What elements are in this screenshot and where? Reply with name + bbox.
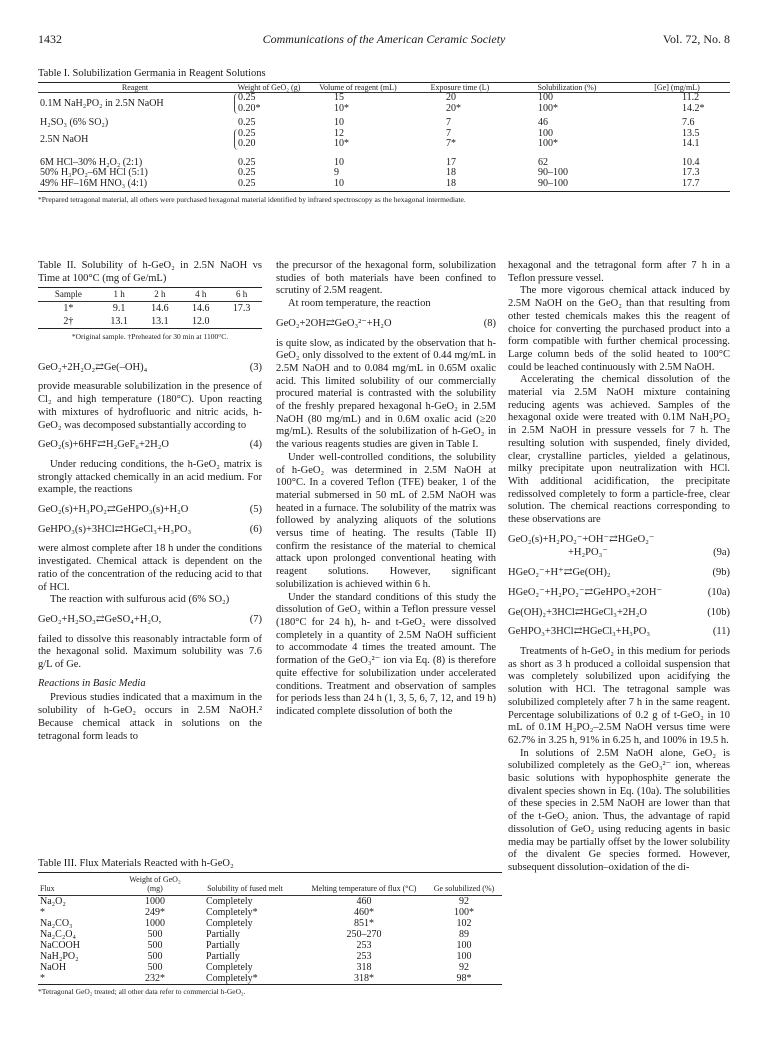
table-cell: 20: [446, 92, 456, 103]
table-cell: 89: [459, 929, 469, 940]
table1-caption: Table I. Solubilization Germania in Reagent Solutions: [38, 68, 266, 79]
table-cell: 90–100: [538, 167, 568, 178]
table-row: [38, 907, 502, 918]
table3-header: Flux: [38, 873, 122, 896]
table-cell: 100: [538, 127, 553, 139]
table-cell: 0.25: [238, 117, 256, 128]
table-cell: 7.6: [682, 117, 695, 128]
table1-header: Solubilization (%): [510, 83, 624, 93]
volume-info: Vol. 72, No. 8: [662, 32, 730, 46]
table-cell: 1000: [145, 918, 165, 929]
equation-text: GeO₂(s)+6HF⇄H₂GeF₆+2H₂O: [38, 439, 169, 451]
table-row: [38, 962, 502, 973]
table3-header: Ge solubilized (%): [426, 873, 502, 896]
table-row: [38, 918, 502, 929]
table-row: [38, 168, 730, 179]
equation-number: (9b): [712, 567, 730, 579]
equation-number: (9a): [713, 547, 730, 559]
equation-11: [508, 626, 730, 639]
table3-header: Weight of GeO₂ (mg): [122, 873, 188, 896]
table-cell: 10: [334, 156, 344, 168]
table-cell: Completely: [206, 896, 253, 907]
table-cell: 2†: [38, 315, 99, 329]
table-cell: 102: [456, 918, 472, 929]
table-cell: 92: [459, 896, 469, 907]
table-cell: 13.1: [99, 315, 140, 329]
section-heading: Reactions in Basic Media: [38, 677, 146, 689]
table2-footnote: *Original sample. †Preheated for 30 min at 1100°C.: [71, 332, 229, 341]
table-cell: 100*: [538, 102, 558, 114]
table-row: [38, 114, 730, 129]
table-cell: 62: [538, 156, 548, 168]
table-cell: [221, 315, 262, 329]
table-cell: 14.1: [682, 138, 700, 149]
table-cell: 232*: [145, 973, 165, 984]
page-header: [38, 32, 730, 50]
table-row: [38, 315, 262, 329]
equation-text: GeO₂(s)+H₃PO₂⇄GeHPO₃(s)+H₂O: [38, 504, 189, 516]
column-2: [276, 260, 496, 719]
table-cell: 1000: [145, 896, 165, 907]
paragraph: Under reducing conditions, the h-GeO₂ matrix is strongly attacked chemically in an acid medium. For example, the reactions: [38, 458, 262, 496]
table-cell: 1*: [63, 303, 74, 314]
table-cell: 253: [356, 940, 372, 951]
table1-header: Exposure time (L): [410, 83, 510, 93]
paragraph: were almost complete after 18 h under the conditions investigated. Chemical attack is dependent on the ratio of the concentration of the reducing acid to that of HCl.: [38, 543, 262, 593]
column-1: [38, 260, 262, 743]
journal-title: Communications of the American Ceramic Society: [262, 32, 506, 46]
table-cell: NaOH: [40, 962, 67, 973]
table-cell: Completely: [206, 962, 253, 973]
paragraph: Under well-controlled conditions, the solubility of h-GeO₂ was determined in 2.5M NaOH at 100°C. In a covered Teflon (TFE) beaker, 1 of the material submersed in 50 mL of 2.5M NaOH was heated in a furnace. The solubility of the matrix was followed by analyzing aliquots of the solutions versus time of heating. The results (Table II) confirm the resistance of the material to chemical attack upon prolonged conventional heating with reagent solutions. However, significant solubilization is achieved within 6 h.: [276, 451, 496, 590]
table-row: [38, 929, 502, 940]
table-row: [38, 93, 730, 115]
paragraph: hexagonal and the tetragonal form after 7 h in a Teflon pressure vessel.: [508, 260, 730, 284]
equation-number: (6): [249, 523, 262, 535]
table-row: [38, 302, 262, 316]
paragraph: is quite slow, as indicated by the observation that h-GeO₂ only dissolved to the extent of 0.44 mg/mL in 2.5M NaOH and to 0.084 mg/mL in 0.65M oxalic acid. This limited solubility of our commercially procured material is contrasted with the solubility of the freshly prepared hexagonal h-GeO₂ in 2.5M NaOH (80 mg/mL) and in 0.6M oxalic acid (≥20 mg/mL). Results of the solubilization of h-GeO₂ in the various reagents studies are given in Table I.: [276, 337, 496, 451]
paragraph: Treatments of h-GeO₂ in this medium for periods as short as 3 h produced a colloidal suspension that was completely solubilized upon acidifying the solution with HCl. The tetragonal sample was solubilized completely after 7 h in the same reagent. Percentage solubilizations of 0.2 g of t-GeO₂ in 10 mL of 0.1M H₂PO₂–2.5M NaOH versus time were 62.7% in 3.25 h, 91% in 6.25 h, and 100% in 19.5 h.: [508, 645, 730, 746]
equation-9a-cont: [508, 547, 730, 560]
table3-caption: Table III. Flux Materials Reacted with h-GeO₂: [38, 858, 234, 869]
table-cell: 500: [147, 962, 163, 973]
table-cell: 318*: [354, 973, 374, 984]
table-cell: 318: [356, 962, 372, 973]
equation-number: (4): [249, 439, 262, 451]
table-cell: 90–100: [538, 177, 568, 189]
table-row: [38, 150, 730, 169]
table-cell: 0.25: [238, 92, 256, 103]
table-cell: 13.5: [682, 127, 700, 139]
equation-6: [38, 524, 262, 537]
page-number: 1432: [38, 32, 62, 46]
table-cell: 500: [147, 951, 163, 962]
table-cell: 17: [446, 156, 456, 168]
table-cell: 10: [334, 117, 344, 128]
table-cell: 0.20*: [238, 102, 261, 114]
equation-number: (3): [249, 361, 262, 373]
table-row: [38, 940, 502, 951]
table-cell: 14.6: [151, 303, 169, 314]
table1-footnote: *Prepared tetragonal material, all others were purchased hexagonal material identified by infrared spectroscopy as the hexagonal intermediate.: [38, 195, 466, 204]
table-cell: 50% H₃PO₂–6M HCl (5:1): [40, 167, 148, 178]
equation-text: GeO₂+2H₂O₂⇄Ge(–OH)₄: [38, 361, 148, 373]
table-row: [38, 896, 502, 908]
table-cell: 2.5N NaOH: [40, 133, 89, 145]
table-cell: Partially: [206, 940, 240, 951]
table2-header: 2 h: [140, 288, 181, 302]
table3-header: Melting temperature of flux (°C): [302, 873, 426, 896]
table2-header: 4 h: [180, 288, 221, 302]
equation-number: (8): [483, 317, 496, 329]
table-cell: 17.3: [232, 303, 251, 314]
table3: [38, 872, 502, 996]
table2-header: 1 h: [99, 288, 140, 302]
table-cell: 11.2: [682, 92, 700, 103]
table-cell: 100*: [454, 907, 474, 918]
table-cell: 20*: [446, 102, 461, 114]
table-cell: 98*: [456, 973, 472, 984]
paragraph: the precursor of the hexagonal form, solubilization studies of both materials have been confined to scrutiny of 2.5M reagent.: [276, 260, 496, 297]
table-cell: 0.25: [238, 156, 256, 168]
table-cell: 9: [334, 167, 339, 178]
table1: [38, 82, 730, 204]
equation-text: Ge(OH)₂+3HCl⇄HGeCl₃+2H₂O: [508, 606, 647, 618]
equation-number: (5): [249, 504, 262, 516]
equation-text: GeO₂(s)+H₂PO₂⁻+OH⁻⇄HGeO₂⁻: [508, 533, 655, 545]
paragraph: provide measurable solubilization in the presence of Cl₂ and high temperature (180°C). Upon reacting with mixtures of hydrofluoric and nitric acids, h-GeO₂ was decomposed substantially according to: [38, 381, 262, 431]
table-cell: 0.1M NaH₂PO₂ in 2.5N NaOH: [40, 98, 164, 109]
table-cell: 49% HF–16M HNO₃ (4:1): [40, 177, 148, 189]
equation-number: (7): [249, 613, 262, 625]
paragraph: The more vigorous chemical attack induced by 2.5M NaOH on the GeO₂ than that resulting from other tested chemicals makes this the reagent of choice for converting the purchased product into a form compatible with further chemical processing. Large column beds of the solid heated to 100°C could be leached continuously with 2.5M NaOH.: [508, 285, 730, 373]
table-cell: 10*: [334, 102, 349, 114]
table-cell: NaCOOH: [40, 940, 80, 951]
table-cell: 14.6: [191, 303, 210, 314]
table-cell: 0.25: [238, 127, 256, 139]
equation-8: [276, 318, 496, 331]
table3-footnote: *Tetragonal GeO₂ treated; all other data refer to commercial h-GeO₂.: [38, 987, 246, 996]
table-cell: *: [40, 907, 45, 918]
equation-number: (10b): [707, 606, 730, 618]
equation-10b: [508, 607, 730, 620]
equation-text: GeO₂+H₂SO₃⇄GeSO₄+H₂O,: [38, 613, 162, 625]
table2-caption: Table II. Solubility of h-GeO₂ in 2.5N NaOH vs Time at 100°C (mg of Ge/mL): [38, 260, 262, 284]
table-cell: 10: [334, 177, 344, 189]
table-cell: 6M HCl–30% H₂O₂ (2:1): [40, 156, 143, 168]
equation-5: [38, 504, 262, 517]
table-cell: Completely: [206, 918, 253, 929]
table-cell: Partially: [206, 929, 240, 940]
table-cell: Completely*: [206, 907, 258, 918]
equation-text: HGeO₂⁻+H₂PO₂⁻⇄GeHPO₃+2OH⁻: [508, 586, 662, 598]
table-cell: 7*: [446, 138, 456, 149]
equation-text: +H₂PO₃⁻: [568, 547, 608, 559]
table1-header: [Ge] (mg/mL): [624, 83, 730, 93]
table-cell: 500: [147, 940, 163, 951]
table1-header: Weight of GeO₂ (g): [232, 83, 306, 93]
table-cell: 460*: [354, 907, 374, 918]
table-row: [38, 129, 730, 150]
table2-header: 6 h: [221, 288, 262, 302]
column-3: [508, 260, 730, 875]
equation-10a: [508, 587, 730, 600]
equation-4: [38, 439, 262, 452]
table-cell: 100: [538, 92, 553, 103]
table-cell: 17.3: [682, 167, 700, 178]
table-cell: 9.1: [112, 303, 126, 314]
table-row: [38, 951, 502, 962]
table3-header: Solubility of fused melt: [188, 873, 302, 896]
table-cell: 7: [446, 117, 451, 128]
equation-number: (11): [712, 626, 730, 638]
table-cell: 92: [459, 962, 469, 973]
table-cell: 253: [356, 951, 372, 962]
table-cell: 100: [456, 951, 472, 962]
table-cell: Na₂O₂: [40, 896, 66, 907]
table-cell: 0.20: [238, 138, 256, 149]
table-cell: 500: [147, 929, 163, 940]
table-cell: 10*: [334, 138, 349, 149]
equation-9b: [508, 567, 730, 580]
table-cell: 10.4: [682, 156, 700, 168]
table-cell: Na₂CO₃: [40, 918, 73, 929]
table2-header: Sample: [38, 288, 99, 302]
table-cell: Completely*: [206, 973, 258, 984]
equation-9a: [508, 534, 730, 547]
table2: [38, 287, 262, 329]
paragraph: Previous studies indicated that a maximum in the solubility of h-GeO₂ occurs in 2.5M NaOH.² Because chemical attack in solutions on the tetragonal form leads to: [38, 692, 262, 742]
paragraph: The reaction with sulfurous acid (6% SO₂): [50, 594, 230, 606]
table-cell: H₂SO₃ (6% SO₂): [40, 117, 109, 128]
equation-text: HGeO₂⁻+H⁺⇄Ge(OH)₂: [508, 567, 611, 579]
equation-text: GeO₂+2OH⇄GeO₃²⁻+H₂O: [276, 317, 392, 329]
equation-number: (10a): [707, 586, 730, 598]
table-cell: 18: [446, 177, 456, 189]
table-cell: 100*: [538, 138, 558, 149]
table-cell: 460: [356, 896, 372, 907]
table-cell: 17.7: [682, 177, 700, 189]
table-cell: 12.0: [180, 315, 221, 329]
table-cell: 250–270: [346, 929, 382, 940]
paragraph: Accelerating the chemical dissolution of the material via 2.5M NaOH mixture containing reducing agents was achieved. Samples of the hexagonal oxide were treated with 0.1M NaH₂PO₂ in 2.5M NaOH in pressure vessels for 7 h. The resulting solution with suspended, finely divided, clear, crystalline particles, yielded a gelatinous, milky precipitate upon neutralization with HCl. With additional acidification, the precipitate redissolved completely to form a particle-free, clear solution. The chemical reactions corresponding to these observations are: [508, 374, 730, 526]
equation-7: [38, 614, 262, 627]
table-cell: 0.25: [238, 167, 256, 178]
table-cell: NaH₂PO₂: [40, 951, 79, 962]
table-cell: 249*: [145, 907, 165, 918]
table-cell: 851*: [354, 918, 374, 929]
table-cell: Partially: [206, 951, 240, 962]
table-row: [38, 179, 730, 192]
equation-text: GeHPO₃+3HCl⇄HGeCl₃+H₃PO₃: [508, 626, 651, 638]
table-cell: Na₂C₂O₄: [40, 929, 77, 940]
paragraph: Under the standard conditions of this study the dissolution of GeO₂ within a Teflon pressure vessel (180°C for 24 h), h- and t-GeO₂ were dissolved completely in a quantity of 2.5M NaOH sufficient to accommodate 4 times the treated amount. The formation of the GeO₃²⁻ ion via Eq. (8) is therefore quite effective for solubilization under accelerated conditions. Treatment and observation of samples for periods less than 24 h (1, 3, 5, 6, 7, 12, and 19 h) indicated complete dissolution of both the: [276, 591, 496, 717]
equation-3: [38, 362, 262, 375]
table-row: [38, 973, 502, 985]
paragraph: At room temperature, the reaction: [288, 298, 431, 310]
equation-text: GeHPO₃(s)+3HCl⇄HGeCl₃+H₃PO₃: [38, 523, 192, 535]
table-cell: 7: [446, 127, 451, 139]
table-cell: 15: [334, 92, 344, 103]
table-cell: 13.1: [140, 315, 181, 329]
paragraph: failed to dissolve this reasonably intractable form of the hexagonal solid. Maximum solubility was 7.6 g/L of Ge.: [38, 633, 262, 671]
table-cell: 14.2*: [682, 102, 705, 114]
paragraph: In solutions of 2.5M NaOH alone, GeO₂ is solubilized completely as the GeO₃²⁻ ion, whereas basic solutions with hypophosphite generate the divalent species shown in Eq. (10a). The solubilities of these species in 2.5M NaOH are lower than that of the t-GeO₂ anion. Thus, the advantage of rapid dissolution of GeO₂ using reducing agents in basic media may be partially offset by the lower solubility of the divalent Ge species formed. However, subsequent dissolution–oxidation of the di-: [508, 747, 730, 873]
table-cell: 46: [538, 117, 548, 128]
table-cell: 100: [456, 940, 472, 951]
table1-header: Volume of reagent (mL): [306, 83, 410, 93]
table1-header: Reagent: [38, 83, 232, 93]
table-cell: 12: [334, 127, 344, 139]
table-cell: 0.25: [238, 177, 256, 189]
table-cell: 18: [446, 167, 456, 178]
table-cell: *: [40, 973, 45, 984]
